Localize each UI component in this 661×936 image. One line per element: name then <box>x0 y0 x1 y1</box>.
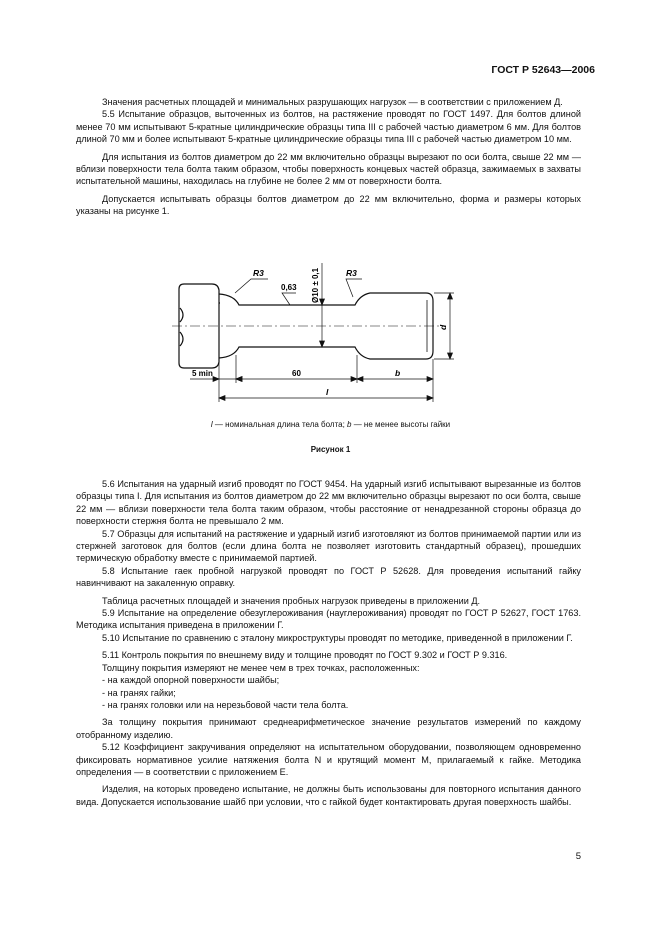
paragraph: 5.11 Контроль покрытия по внешнему виду и толщине проводят по ГОСТ 9.302 и ГОСТ Р 9.316. <box>102 650 508 661</box>
paragraph: 5.12 Коэффициент закручивания определяют на испытательном оборудовании, позволяющем одновременно фиксировать нормативное усилие натяжения болта N и крутящий момент M, прилагаемый к гайке. Методика определения — в соответствии с приложением Е. <box>76 742 581 777</box>
d-label: d <box>438 324 448 330</box>
diameter-label: Ø10 ± 0,1 <box>311 267 320 303</box>
list-item: - на каждой опорной поверхности шайбы; <box>102 675 280 686</box>
text-block-top <box>76 96 581 218</box>
paragraph: 5.6 Испытания на ударный изгиб проводят по ГОСТ 9454. На ударный изгиб испытывают вырезанные из болтов образцы типа I. Для испытания из болтов диаметром до 22 мм включительно образцы вырезают по оси болта, свыше 22 мм — вблизи поверхности тела болта таким образом, чтобы расстояние от ненадрезанной стороны образца до поверхности стержня болта не превышало 2 мм. <box>76 479 581 527</box>
sixty-label: 60 <box>292 369 301 378</box>
paragraph: Изделия, на которых проведено испытание, не должны быть использованы для повторного испытания данного вида. Допускается использование шайб при условии, что с гайкой будет контактировать другая поверхность шайбы. <box>76 784 581 807</box>
paragraph: 5.5 Испытание образцов, выточенных из болтов, на растяжение проводят по ГОСТ 1497. Для болтов длиной менее 70 мм испытывают 5-кратные цилиндрические образцы типа III с рабочей частью диаметром 6 мм. Для болтов длиной 70 мм и более испытывают 5-кратные цилиндрические образцы типа III с рабочей частью диаметром 10 мм. <box>76 109 581 145</box>
paragraph: Для испытания из болтов диаметром до 22 мм включительно образцы вырезают по оси болта, свыше 22 мм — вблизи поверхности тела болта таким образом, чтобы поверхность концевых частей образца, зажимаемых в захваты испытательной машины, находилась на глубине не более 2 мм от поверхности болта. <box>76 151 581 187</box>
five-min-label: 5 min <box>192 369 213 378</box>
note-b-symbol: b <box>347 420 352 429</box>
bolt-specimen-drawing <box>150 255 480 413</box>
list-item: - на гранях головки или на нерезьбовой части тела болта. <box>102 699 349 710</box>
paragraph: 5.7 Образцы для испытаний на растяжение и ударный изгиб изготовляют из болтов принимаемой партии или из стержней заготовок для болтов (если длина болта не позволяет изготовить стандартный образец), прошедших термическую обработку вместе с принимаемой партией. <box>76 528 581 564</box>
paragraph: 5.8 Испытание гаек пробной нагрузкой проводят по ГОСТ Р 52628. Для проведения испытаний гайку навинчивают на закаленную оправку. <box>76 565 581 589</box>
note-l-text: — номинальная длина тела болта; <box>212 420 348 429</box>
note-b-text: — не менее высоты гайки <box>351 420 451 429</box>
paragraph: 5.9 Испытание на определение обезуглероживания (науглероживания) проводят по ГОСТ Р 52627, ГОСТ 1763. Методика испытания приведена в приложении Г. <box>76 608 581 631</box>
radius-label-right: R3 <box>346 268 357 278</box>
radius-label-left: R3 <box>253 268 264 278</box>
l-label: l <box>326 387 329 397</box>
figure-title: Рисунок 1 <box>310 445 351 454</box>
paragraph: Толщину покрытия измеряют не менее чем в трех точках, расположенных: <box>102 662 420 673</box>
paragraph: Допускается испытывать образцы болтов диаметром до 22 мм включительно, форма и размеры которых указаны на рисунке 1. <box>76 193 581 217</box>
paragraph: 5.10 Испытание по сравнению с эталону микроструктуры проводят по методике, приведенной в приложении Г. <box>102 632 573 643</box>
roughness-label: 0,63 <box>281 283 297 292</box>
note-l-symbol: l <box>210 420 213 429</box>
b-label: b <box>395 368 401 378</box>
radius-leaders <box>235 279 362 305</box>
page-number: 5 <box>575 851 581 862</box>
list-item: - на гранях гайки; <box>102 687 176 698</box>
paragraph: Таблица расчетных площадей и значения пробных нагрузок приведены в приложении Д. <box>102 595 481 606</box>
paragraph: Значения расчетных площадей и минимальных разрушающих нагрузок — в соответствии с приложением Д. <box>102 97 563 107</box>
figure-note <box>0 420 661 429</box>
paragraph: За толщину покрытия принимают среднеарифметическое значение результатов измерений по каждому отобранному изделию. <box>76 717 581 740</box>
document-header: ГОСТ Р 52643—2006 <box>491 64 595 76</box>
text-block-bottom <box>76 478 581 808</box>
